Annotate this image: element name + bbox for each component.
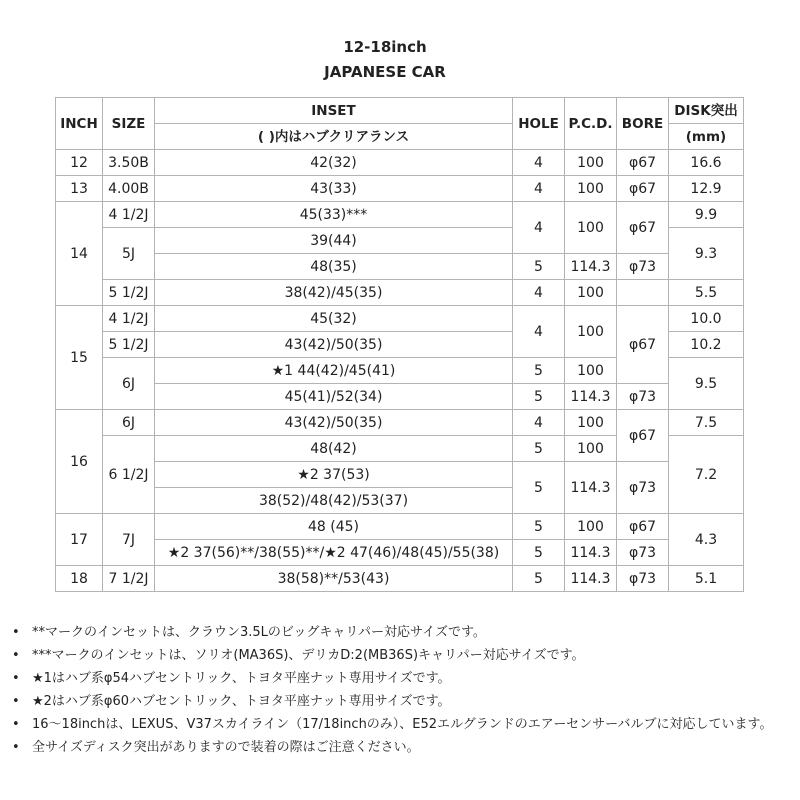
cell-hole: 5: [513, 566, 565, 592]
note-text: ***マークのインセットは、ソリオ(MA36S)、デリカD:2(MB36S)キャリパー対応サイズです。: [32, 648, 585, 663]
header-bore: BORE: [617, 98, 669, 150]
cell-bore: φ67: [617, 150, 669, 176]
cell-inset: 39(44): [155, 228, 513, 254]
cell-bore: φ73: [617, 254, 669, 280]
cell-hole: 5: [513, 514, 565, 540]
bullet-icon: •: [12, 625, 20, 640]
cell-pcd: 100: [565, 410, 617, 436]
bullet-icon: •: [12, 648, 20, 663]
cell-inch: 14: [56, 202, 103, 306]
cell-size: 4 1/2J: [103, 202, 155, 228]
cell-inset: 38(42)/45(35): [155, 280, 513, 306]
cell-bore: [617, 280, 669, 306]
cell-size: 4.00B: [103, 176, 155, 202]
bullet-icon: •: [12, 717, 20, 732]
cell-disk: 9.3: [669, 228, 744, 280]
cell-pcd: 100: [565, 358, 617, 384]
table-row: [56, 254, 744, 280]
header-inset: INSET: [155, 98, 513, 124]
header-inset-sub: ( )内はハブクリアランス: [155, 124, 513, 150]
cell-bore: φ67: [617, 202, 669, 254]
cell-size: 3.50B: [103, 150, 155, 176]
cell-size: 6J: [103, 358, 155, 410]
cell-inch: 13: [56, 176, 103, 202]
cell-hole: 5: [513, 462, 565, 514]
bullet-icon: •: [12, 740, 20, 755]
cell-disk: 7.2: [669, 436, 744, 514]
cell-bore: φ67: [617, 514, 669, 540]
cell-inset: 43(42)/50(35): [155, 332, 513, 358]
cell-hole: 5: [513, 436, 565, 462]
cell-inset: 38(52)/48(42)/53(37): [155, 488, 513, 514]
cell-inset: 45(33)***: [155, 202, 513, 228]
cell-bore: φ67: [617, 306, 669, 384]
cell-pcd: 100: [565, 514, 617, 540]
bullet-icon: •: [12, 671, 20, 686]
header-hole: HOLE: [513, 98, 565, 150]
cell-pcd: 100: [565, 436, 617, 462]
cell-inset: ★2 37(56)**/38(55)**/★2 47(46)/48(45)/55(38): [155, 540, 513, 566]
table-row: [56, 306, 744, 332]
header-disk-unit: (mm): [669, 124, 744, 150]
cell-pcd: 100: [565, 176, 617, 202]
wheel-spec-table: [55, 97, 744, 592]
cell-size: 4 1/2J: [103, 306, 155, 332]
note-text: ★1はハブ系φ54ハブセントリック、トヨタ平座ナット専用サイズです。: [32, 671, 451, 686]
cell-disk: 10.0: [669, 306, 744, 332]
cell-pcd: 100: [565, 202, 617, 254]
table-row: [56, 462, 744, 488]
cell-hole: 4: [513, 150, 565, 176]
cell-hole: 4: [513, 202, 565, 254]
table-row: [56, 202, 744, 228]
table-row: [56, 280, 744, 306]
cell-disk: 7.5: [669, 410, 744, 436]
cell-hole: 4: [513, 306, 565, 358]
cell-inset: 43(33): [155, 176, 513, 202]
cell-disk: 5.1: [669, 566, 744, 592]
note-item: [12, 667, 792, 690]
notes-list: [12, 621, 792, 759]
cell-bore: φ73: [617, 384, 669, 410]
cell-pcd: 100: [565, 280, 617, 306]
table-header-row: [56, 98, 744, 124]
note-item: [12, 621, 792, 644]
cell-pcd: 114.3: [565, 384, 617, 410]
page-subtitle: JAPANESE CAR: [324, 63, 446, 81]
note-item: [12, 644, 792, 667]
cell-hole: 4: [513, 410, 565, 436]
cell-inset: ★2 37(53): [155, 462, 513, 488]
cell-inch: 18: [56, 566, 103, 592]
cell-disk: 9.5: [669, 358, 744, 410]
cell-hole: 5: [513, 358, 565, 384]
table-row: [56, 384, 744, 410]
cell-size: 7 1/2J: [103, 566, 155, 592]
cell-disk: 10.2: [669, 332, 744, 358]
cell-inset: 48(35): [155, 254, 513, 280]
cell-inset: 45(41)/52(34): [155, 384, 513, 410]
cell-size: 6 1/2J: [103, 436, 155, 514]
cell-pcd: 100: [565, 150, 617, 176]
cell-disk: 12.9: [669, 176, 744, 202]
cell-bore: φ67: [617, 176, 669, 202]
header-pcd: P.C.D.: [565, 98, 617, 150]
cell-inset: 42(32): [155, 150, 513, 176]
note-item: [12, 713, 792, 736]
table-row: [56, 150, 744, 176]
cell-pcd: 114.3: [565, 566, 617, 592]
cell-hole: 4: [513, 176, 565, 202]
cell-inset: 48 (45): [155, 514, 513, 540]
cell-inset: 48(42): [155, 436, 513, 462]
cell-size: 6J: [103, 410, 155, 436]
cell-pcd: 114.3: [565, 540, 617, 566]
cell-inch: 12: [56, 150, 103, 176]
cell-inset: 45(32): [155, 306, 513, 332]
cell-inch: 16: [56, 410, 103, 514]
note-text: 16〜18inchは、LEXUS、V37スカイライン（17/18inchのみ）、E52エルグランドのエアーセンサーバルブに対応しています。: [32, 717, 773, 732]
table-row: [56, 176, 744, 202]
cell-inset: ★1 44(42)/45(41): [155, 358, 513, 384]
cell-inset: 38(58)**/53(43): [155, 566, 513, 592]
cell-inset: 43(42)/50(35): [155, 410, 513, 436]
table-row: [56, 566, 744, 592]
note-item: [12, 736, 792, 759]
cell-disk: 16.6: [669, 150, 744, 176]
note-text: 全サイズディスク突出がありますので装着の際はご注意ください。: [32, 740, 420, 755]
table-row: [56, 514, 744, 540]
cell-pcd: 100: [565, 306, 617, 358]
bullet-icon: •: [12, 694, 20, 709]
cell-size: 5 1/2J: [103, 280, 155, 306]
cell-size: 7J: [103, 514, 155, 566]
cell-bore: φ73: [617, 566, 669, 592]
header-inch: INCH: [56, 98, 103, 150]
cell-pcd: 114.3: [565, 462, 617, 514]
table-row: [56, 540, 744, 566]
cell-hole: 5: [513, 540, 565, 566]
header-disk: DISK突出: [669, 98, 744, 124]
cell-disk: 9.9: [669, 202, 744, 228]
cell-bore: φ73: [617, 540, 669, 566]
cell-inch: 17: [56, 514, 103, 566]
cell-disk: 4.3: [669, 514, 744, 566]
table-row: [56, 410, 744, 436]
page-title: 12-18inch: [343, 38, 427, 56]
cell-hole: 4: [513, 280, 565, 306]
note-text: **マークのインセットは、クラウン3.5Lのビッグキャリパー対応サイズです。: [32, 625, 486, 640]
cell-disk: 5.5: [669, 280, 744, 306]
cell-bore: φ67: [617, 410, 669, 462]
cell-size: 5J: [103, 228, 155, 280]
note-text: ★2はハブ系φ60ハブセントリック、トヨタ平座ナット専用サイズです。: [32, 694, 451, 709]
cell-bore: φ73: [617, 462, 669, 514]
cell-pcd: 114.3: [565, 254, 617, 280]
cell-inch: 15: [56, 306, 103, 410]
note-item: [12, 690, 792, 713]
cell-hole: 5: [513, 254, 565, 280]
cell-hole: 5: [513, 384, 565, 410]
cell-size: 5 1/2J: [103, 332, 155, 358]
header-size: SIZE: [103, 98, 155, 150]
